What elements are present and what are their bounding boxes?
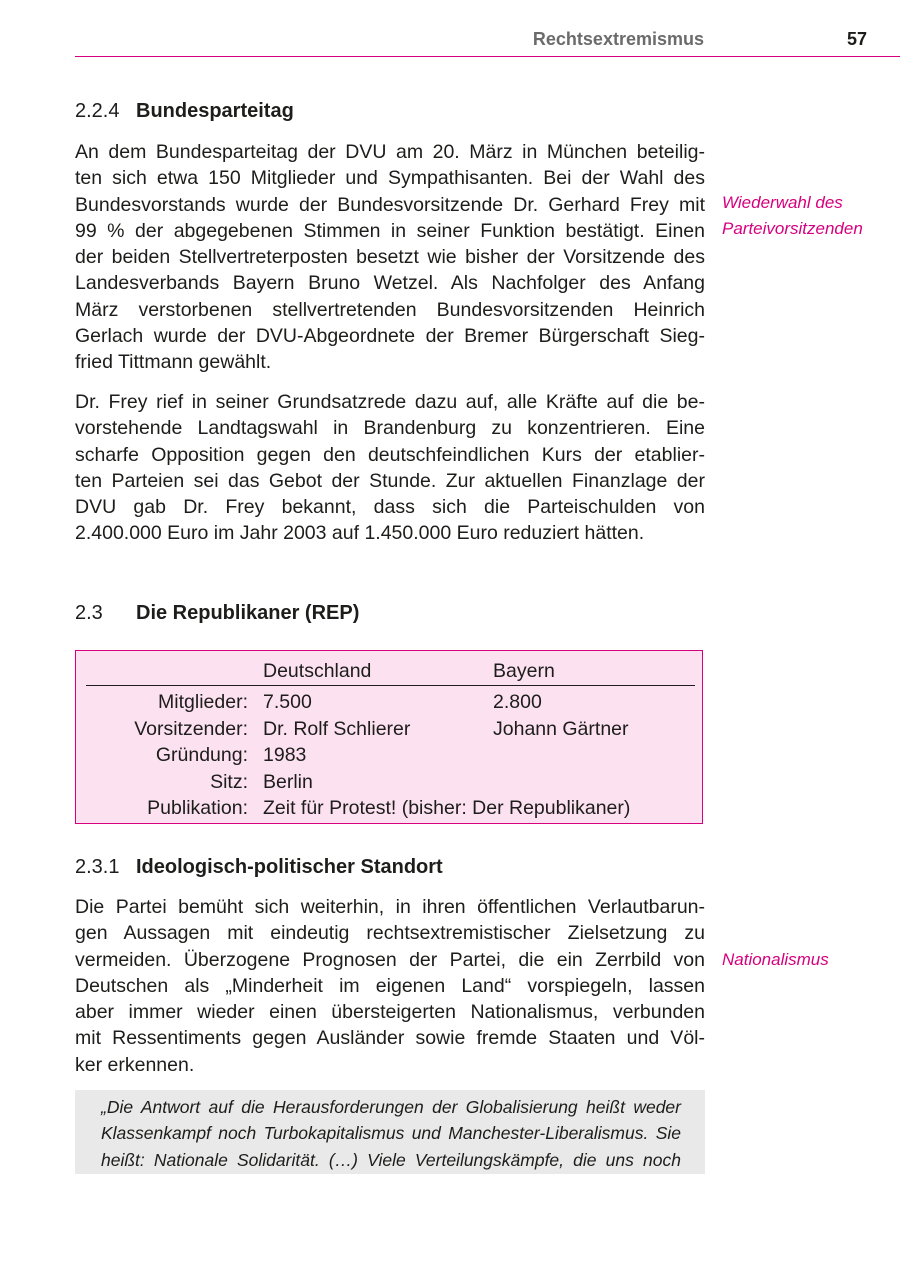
margin-note-nationalism: Nationalismus [722,950,829,969]
text-line: ten sich etwa 150 Mitglieder und Sympathisanten. Bei der Wahl des [75,167,705,190]
quote-box [75,1090,705,1174]
text-line: Gerlach wurde der DVU-Abgeordnete der Bremer Bürgerschaft Sieg- [75,325,705,348]
text-line: fried Tittmann gewählt. [75,351,272,374]
paragraph-party-congress [75,139,705,376]
fact-label: Sitz: [210,770,248,793]
margin-note-line: Parteivorsitzenden [722,219,863,239]
section-number: 2.3 [75,602,103,624]
text-line: März verstorbenen stellvertretenden Bundesvorsitzenden Heinrich [75,298,705,321]
fact-value-germany: 7.500 [263,691,312,713]
paragraph-keynote [75,389,705,547]
fact-value-bavaria: 2.800 [493,691,542,713]
text-line: ker erkennen. [75,1053,195,1076]
text-line: gen Aussagen mit eindeutig rechtsextremistischer Zielsetzung zu [75,922,705,945]
margin-note-line: Wiederwahl des [722,193,843,212]
fact-label: Mitglieder: [158,691,248,713]
quote-line: Klassenkampf noch Turbokapitalismus und Manchester-Liberalismus. Sie [101,1123,681,1144]
fact-value-germany: Berlin [263,770,313,793]
text-line: DVU gab Dr. Frey bekannt, dass sich die Parteischulden von [75,496,705,519]
section-number: 2.2.4 [75,100,120,122]
section-title: Ideologisch-politischer Standort [136,856,443,878]
fact-value-germany: Zeit für Protest! (bisher: Der Republikaner) [263,797,631,819]
section-title: Die Republikaner (REP) [136,602,360,624]
column-header-bavaria: Bayern [493,660,555,682]
text-line: scharfe Opposition gegen den deutschfeindlichen Kurs der etablier- [75,443,705,466]
page-number: 57 [846,29,867,49]
column-header-germany: Deutschland [263,660,372,682]
party-facts-box [75,650,703,824]
section-heading-231 [75,854,443,880]
running-title: Rechtsextremismus [532,29,704,49]
text-line: An dem Bundesparteitag der DVU am 20. März in München beteilig- [75,141,705,163]
text-line: Die Partei bemüht sich weiterhin, in ihren öffentlichen Verlautbarun- [75,896,705,918]
text-line: Dr. Frey rief in seiner Grundsatzrede dazu auf, alle Kräfte auf die be- [75,391,705,413]
header-rule [75,56,900,57]
paragraph-ideology [75,894,705,1078]
text-line: vermeiden. Überzogene Prognosen der Partei, die ein Zerrbild von [75,948,705,971]
fact-value-bavaria: Johann Gärtner [493,717,629,740]
text-line: der beiden Stellvertreterposten besetzt wie bisher der Vorsitzende des [75,246,705,269]
text-line: ten Parteien sei das Gebot der Stunde. Zur aktuellen Finanzlage der [75,469,705,492]
text-line: vorstehende Landtagswahl in Brandenburg zu konzentrieren. Eine [75,417,705,440]
fact-value-germany: Dr. Rolf Schlierer [263,717,411,740]
box-header-rule [86,685,695,686]
text-line: 2.400.000 Euro im Jahr 2003 auf 1.450.000 Euro reduziert hätten. [75,522,645,545]
text-line: aber immer wieder einen übersteigerten Nationalismus, verbunden [75,1001,705,1024]
section-heading-224 [75,98,294,124]
text-line: mit Ressentiments gegen Ausländer sowie fremde Staaten und Völ- [75,1027,705,1050]
fact-label: Vorsitzender: [134,717,248,740]
section-number: 2.3.1 [75,856,120,878]
fact-label: Gründung: [155,744,248,766]
quote-line: heißt: Nationale Solidarität. (…) Viele Verteilungskämpfe, die uns noch [101,1149,681,1170]
text-line: Deutschen als „Minderheit im eigenen Land“ vorspiegeln, lassen [75,974,705,997]
text-line: 99 % der abgegebenen Stimmen in seiner Funktion bestätigt. Einen [75,219,705,242]
fact-label: Publikation: [147,797,248,819]
fact-value-germany: 1983 [263,744,307,766]
section-heading-23 [75,600,360,626]
text-line: Bundesvorstands wurde der Bundesvorsitzende Dr. Gerhard Frey mit [75,193,705,216]
margin-note-reelection [722,190,863,243]
quote-line: „Die Antwort auf die Herausforderungen der Globalisierung heißt weder [101,1097,681,1117]
text-line: Landesverbands Bayern Bruno Wetzel. Als Nachfolger des Anfang [75,272,705,295]
section-title: Bundesparteitag [136,100,294,122]
